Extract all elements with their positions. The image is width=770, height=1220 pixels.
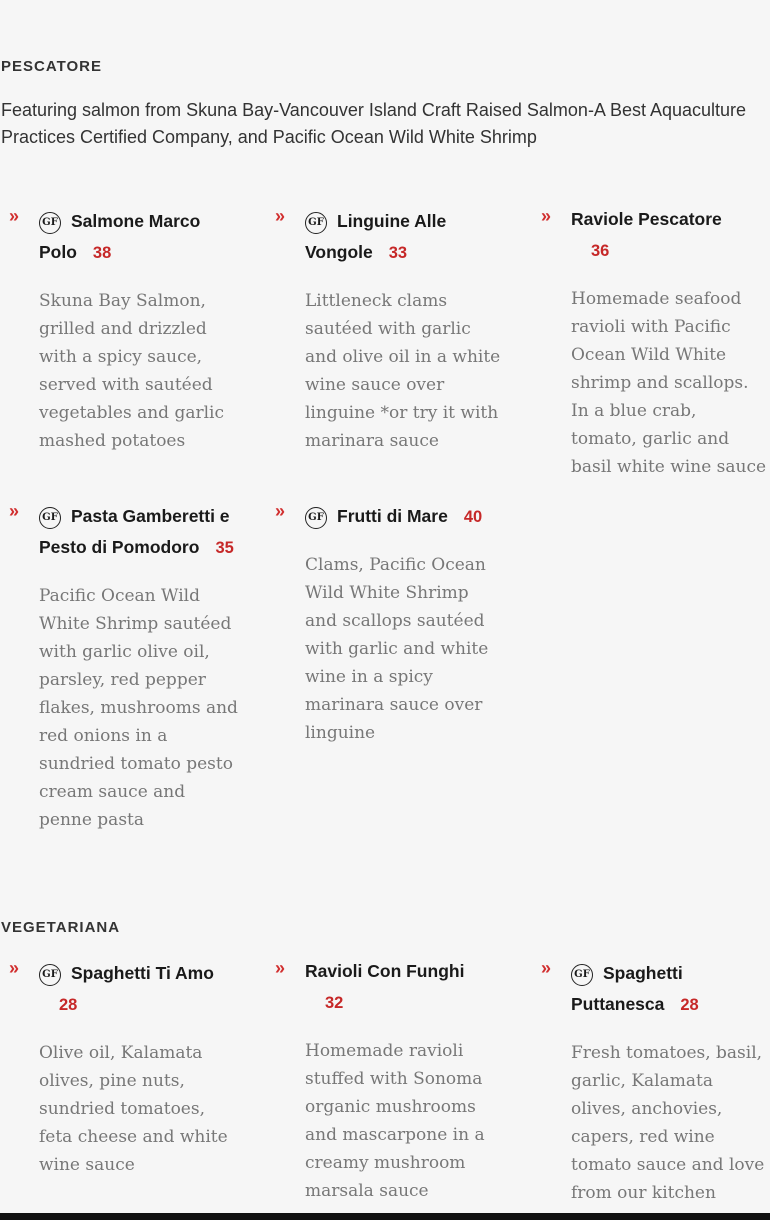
item-price: 38 (92, 244, 112, 262)
item-name: Raviole Pescatore (571, 209, 722, 229)
item-description: Homemade seafood ravioli with Pacific Ocean Wild White shrimp and scallops. In a blue crab, tomato, garlic and basil white wine sauce (571, 289, 767, 477)
item-description: Homemade ravioli stuffed with Sonoma organic mushrooms and mascarpone in a creamy mushroom marsala sauce (305, 1041, 485, 1201)
double-chevron-right-icon: » (275, 206, 286, 226)
gluten-free-icon: GF (571, 964, 593, 986)
double-chevron-right-icon: » (541, 206, 552, 226)
item-price: 28 (59, 996, 78, 1014)
double-chevron-right-icon: » (9, 501, 20, 521)
intro-line-1: Featuring salmon from Skuna Bay-Vancouver Island Craft Raised Salmon-A Best Aquaculture (1, 100, 747, 120)
menu-item-frutti-di-mare (275, 501, 505, 747)
menu-item-spaghetti-puttanesca (541, 958, 767, 1207)
item-name: Pasta Gamberetti e Pesto di Pomodoro (39, 506, 230, 557)
double-chevron-right-icon: » (9, 958, 20, 978)
item-price: 40 (463, 508, 483, 526)
double-chevron-right-icon: » (541, 958, 552, 978)
item-price: 33 (388, 244, 408, 262)
item-description: Skuna Bay Salmon, grilled and drizzled with a spicy sauce, served with sautéed vegetables and garlic mashed potatoes (39, 291, 224, 451)
previous-content-cutoff (300, 0, 470, 4)
item-title (305, 501, 505, 533)
item-name: Spaghetti Ti Amo (71, 963, 214, 983)
menu-item-ravioli-con-funghi (275, 956, 505, 1205)
gluten-free-icon: GF (305, 507, 327, 529)
item-title (39, 501, 243, 564)
item-title (571, 204, 767, 267)
item-title (305, 956, 505, 1019)
double-chevron-right-icon: » (9, 206, 20, 226)
item-name: Frutti di Mare (337, 506, 448, 526)
item-price: 32 (325, 994, 344, 1012)
double-chevron-right-icon: » (275, 501, 286, 521)
item-title (39, 958, 239, 1021)
menu-item-linguine-alle-vongole (275, 206, 505, 455)
item-price: 28 (680, 996, 699, 1014)
section-intro-pescatore (1, 97, 761, 150)
item-description: Clams, Pacific Ocean Wild White Shrimp and scallops sautéed with garlic and white wine in a spicy marinara sauce over linguine (305, 555, 489, 743)
item-name: Linguine Alle Vongole (305, 211, 447, 262)
item-title (39, 206, 239, 269)
gluten-free-icon: GF (39, 212, 61, 234)
intro-line-2: Practices Certified Company, and Pacific Ocean Wild White Shrimp (1, 126, 537, 147)
item-title (571, 958, 767, 1021)
section-title-vegetariana: VEGETARIANA (1, 919, 121, 936)
item-description: Littleneck clams sautéed with garlic and olive oil in a white wine sauce over linguine *or try it with marinara sauce (305, 291, 501, 451)
gluten-free-icon: GF (39, 964, 61, 986)
double-chevron-right-icon: » (275, 958, 286, 978)
item-title (305, 206, 505, 269)
menu-item-salmone-marco-polo (9, 206, 239, 455)
item-price: 35 (215, 539, 234, 557)
section-title-pescatore: PESCATORE (1, 58, 102, 75)
item-description: Olive oil, Kalamata olives, pine nuts, sundried tomatoes, feta cheese and white wine sauce (39, 1043, 228, 1175)
item-name: Spaghetti Puttanesca (571, 963, 683, 1014)
item-description: Pacific Ocean Wild White Shrimp sautéed with garlic olive oil, parsley, red pepper flakes, mushrooms and red onions in a sundried tomato pesto cream sauce and penne pasta (39, 586, 238, 830)
item-description: Fresh tomatoes, basil, garlic, Kalamata olives, anchovies, capers, red wine tomato sauce and love from our kitchen (571, 1043, 765, 1203)
item-name: Salmone Marco Polo (39, 211, 201, 262)
gluten-free-icon: GF (305, 212, 327, 234)
footer-bar (0, 1213, 770, 1220)
item-name: Ravioli Con Funghi (305, 961, 465, 981)
menu-item-raviole-pescatore (541, 204, 767, 481)
item-price: 36 (591, 242, 610, 260)
gluten-free-icon: GF (39, 507, 61, 529)
menu-item-spaghetti-ti-amo (9, 958, 239, 1179)
menu-item-pasta-gamberetti (9, 501, 243, 834)
